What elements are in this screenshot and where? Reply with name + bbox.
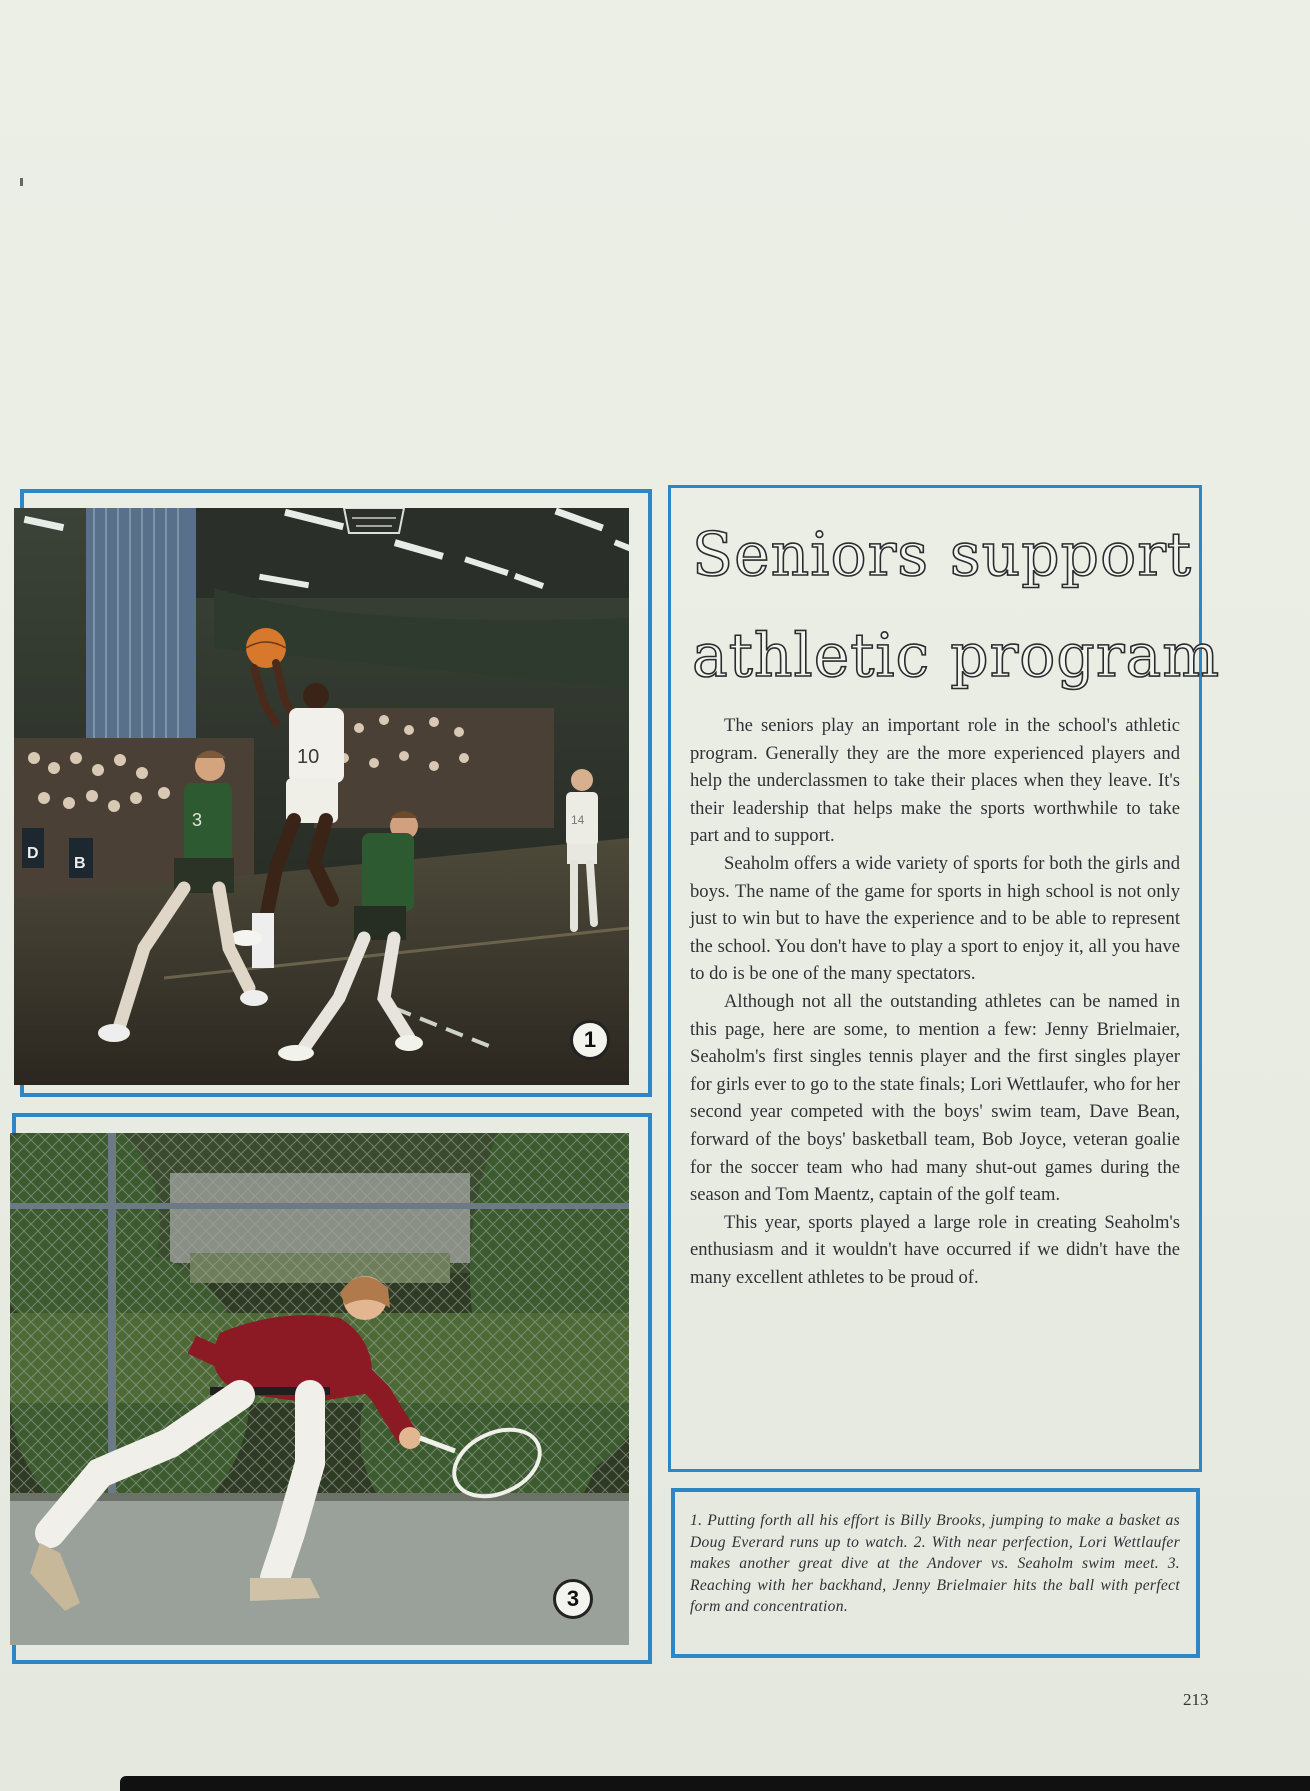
svg-text:B: B <box>74 855 86 872</box>
player-jersey-number: 10 <box>297 746 320 768</box>
paragraph: Seaholm offers a wide variety of sports for both the girls and boys. The name of the game for sports in high school is not only just to win but to have the experience and to be able to represent the school. You don't have to play a sport to enjoy it, all you have to do is be one of the many spectators. <box>690 852 1180 985</box>
basketball-photo <box>14 508 629 1085</box>
page-bottom-edge <box>120 1776 1310 1791</box>
far-player-jersey-number: 14 <box>571 813 585 827</box>
article-body <box>690 712 1180 1291</box>
photo1-number-badge: 1 <box>570 1020 610 1060</box>
page-number: 213 <box>1183 1690 1209 1709</box>
paragraph: Although not all the outstanding athletes can be named in this page, here are some, to mention a few: Jenny Brielmaier, Seaholm's first singles tennis player and the first singles player for girls ever to go to the state finals; Lori Wettlaufer, who for her second year competed with the boys' swim team, Dave Bean, forward of the boys' basketball team, Bob Joyce, veteran goalie for the soccer team who had many shut-out games during the season and Tom Maentz, captain of the golf team. <box>690 990 1180 1206</box>
title-word-support: support <box>949 520 1192 590</box>
title-word-seniors: Seniors <box>692 520 930 590</box>
photo-caption: 1. Putting forth all his effort is Billy Brooks, jumping to make a basket as Doug Everard runs up to watch. 2. With near perfection, Lori Wettlaufer makes another great dive at the Andover vs. Seaholm swim meet. 3. Reaching with her backhand, Jenny Brielmaier hits the ball with perfect form and concentration. <box>690 1512 1180 1616</box>
svg-text:D: D <box>27 845 39 862</box>
paragraph: This year, sports played a large role in creating Seaholm's enthusiasm and it wouldn't have occurred if we didn't have the many excellent athletes to be proud of. <box>690 1211 1180 1288</box>
article-title <box>692 505 1221 707</box>
svg-text:3: 3 <box>192 810 203 830</box>
photo3-number-badge: 3 <box>553 1579 593 1619</box>
margin-mark <box>20 178 23 186</box>
title-line2: athletic program <box>692 621 1221 691</box>
tennis-photo <box>10 1133 629 1645</box>
paragraph: The seniors play an important role in the school's athletic program. Generally they are the more experienced players and help the underclassmen to take their places when they leave. It's their leadership that helps make the sports worthwhile to take part and to support. <box>690 715 1180 847</box>
